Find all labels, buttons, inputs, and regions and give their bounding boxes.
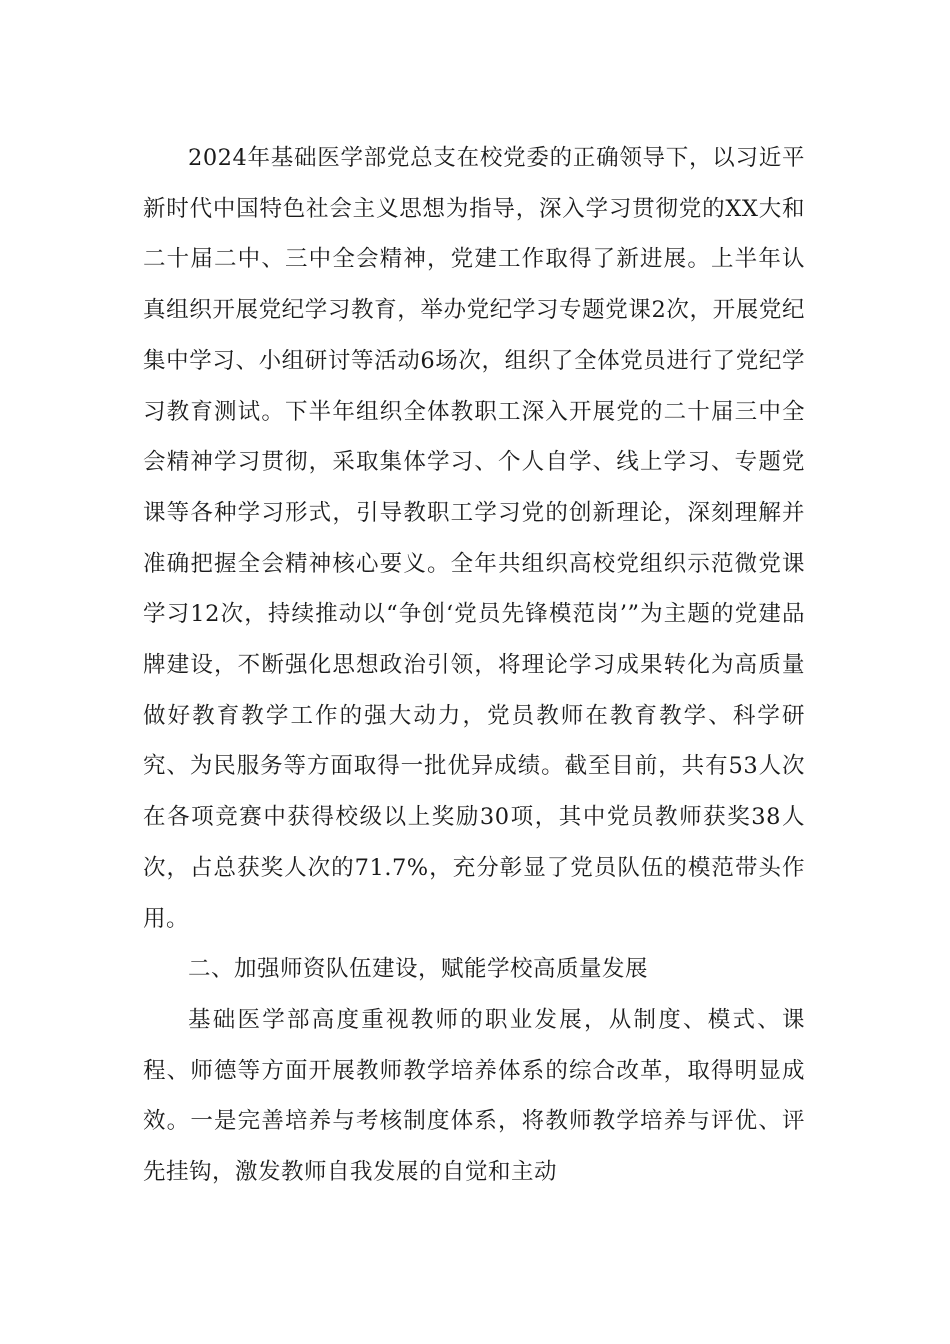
paragraph-teacher-development: 基础医学部高度重视教师的职业发展，从制度、模式、课程、师德等方面开展教师教学培养体系的综合改革，取得明显成效。一是完善培养与考核制度体系，将教师教学培养与评优、评先挂钩，激发教师自我发展的自觉和主动 xyxy=(143,1006,805,1186)
document-body xyxy=(143,133,805,1198)
paragraph-party-building: 2024年基础医学部党总支在校党委的正确领导下，以习近平新时代中国特色社会主义思想为指导，深入学习贯彻党的XX大和二十届二中、三中全会精神，党建工作取得了新进展。上半年认真组织开展党纪学习教育，举办党纪学习专题党课2次，开展党纪集中学习、小组研讨等活动6场次，组织了全体党员进行了党纪学习教育测试。下半年组织全体教职工深入开展党的二十届三中全会精神学习贯彻，采取集体学习、个人自学、线上学习、专题党课等各种学习形式，引导教职工学习党的创新理论，深刻理解并准确把握全会精神核心要义。全年共组织高校党组织示范微党课学习12次，持续推动以“争创‘党员先锋模范岗’”为主题的党建品牌建设，不断强化思想政治引领，将理论学习成果转化为高质量做好教育教学工作的强大动力，党员教师在教育教学、科学研究、为民服务等方面取得一批优异成绩。截至目前，共有53人次在各项竞赛中获得校级以上奖励30项，其中党员教师获奖38人次，占总获奖人次的71.7%，充分彰显了党员队伍的模范带头作用。 xyxy=(143,145,805,932)
section-heading-teacher-development: 二、加强师资队伍建设，赋能学校高质量发展 xyxy=(188,956,649,983)
